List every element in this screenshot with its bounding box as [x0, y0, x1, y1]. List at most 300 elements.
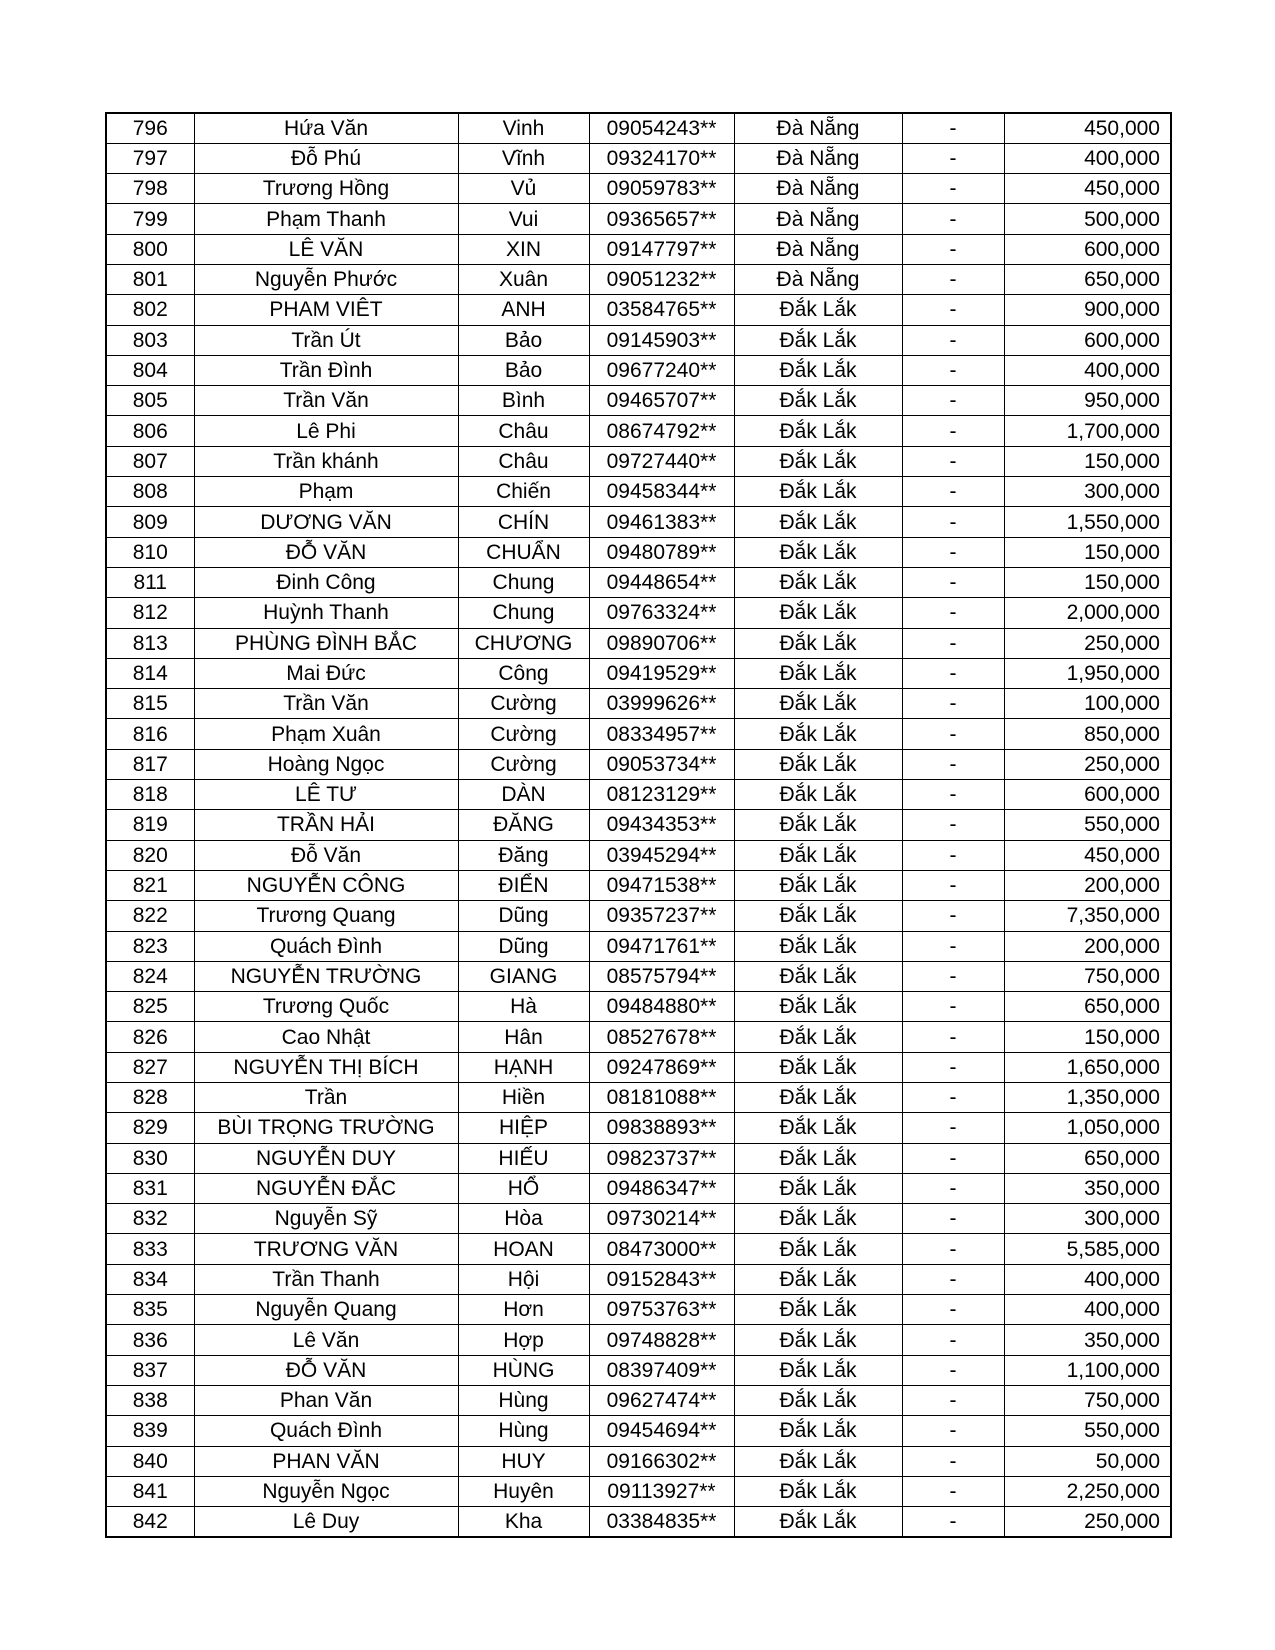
- row-number-cell: 825: [106, 992, 194, 1022]
- phone-cell: 08674792**: [589, 416, 734, 446]
- row-number-cell: 831: [106, 1173, 194, 1203]
- surname-cell: PHAM VIÊT: [194, 295, 458, 325]
- phone-cell: 09147797**: [589, 234, 734, 264]
- province-cell: Đắk Lắk: [734, 386, 902, 416]
- table-row: [106, 143, 1171, 173]
- surname-cell: NGUYỄN TRƯỜNG: [194, 961, 458, 991]
- table-row: [106, 1113, 1171, 1143]
- province-cell: Đắk Lắk: [734, 1295, 902, 1325]
- province-cell: Đắk Lắk: [734, 810, 902, 840]
- row-number-cell: 840: [106, 1446, 194, 1476]
- surname-cell: Mai Đức: [194, 658, 458, 688]
- province-cell: Đắk Lắk: [734, 1355, 902, 1385]
- table-row: [106, 598, 1171, 628]
- row-number-cell: 799: [106, 204, 194, 234]
- amount-cell: 150,000: [1004, 537, 1171, 567]
- placeholder-cell: -: [902, 537, 1004, 567]
- placeholder-cell: -: [902, 689, 1004, 719]
- given-name-cell: Hùng: [458, 1385, 589, 1415]
- amount-cell: 750,000: [1004, 961, 1171, 991]
- row-number-cell: 839: [106, 1416, 194, 1446]
- amount-cell: 1,950,000: [1004, 658, 1171, 688]
- surname-cell: LÊ VĂN: [194, 234, 458, 264]
- province-cell: Đắk Lắk: [734, 1416, 902, 1446]
- surname-cell: Cao Nhật: [194, 1022, 458, 1052]
- amount-cell: 250,000: [1004, 628, 1171, 658]
- province-cell: Đà Nẵng: [734, 113, 902, 143]
- province-cell: Đắk Lắk: [734, 1113, 902, 1143]
- province-cell: Đắk Lắk: [734, 1234, 902, 1264]
- table-row: [106, 537, 1171, 567]
- table-row: [106, 961, 1171, 991]
- given-name-cell: Hòa: [458, 1204, 589, 1234]
- phone-cell: 03999626**: [589, 689, 734, 719]
- amount-cell: 300,000: [1004, 477, 1171, 507]
- phone-cell: 09152843**: [589, 1264, 734, 1294]
- province-cell: Đắk Lắk: [734, 1325, 902, 1355]
- placeholder-cell: -: [902, 749, 1004, 779]
- surname-cell: BÙI TRỌNG TRƯỜNG: [194, 1113, 458, 1143]
- amount-cell: 400,000: [1004, 1295, 1171, 1325]
- surname-cell: Đỗ Văn: [194, 840, 458, 870]
- placeholder-cell: -: [902, 931, 1004, 961]
- amount-cell: 150,000: [1004, 567, 1171, 597]
- given-name-cell: HUY: [458, 1446, 589, 1476]
- row-number-cell: 803: [106, 325, 194, 355]
- row-number-cell: 829: [106, 1113, 194, 1143]
- province-cell: Đắk Lắk: [734, 901, 902, 931]
- given-name-cell: Xuân: [458, 264, 589, 294]
- placeholder-cell: -: [902, 810, 1004, 840]
- given-name-cell: Công: [458, 658, 589, 688]
- surname-cell: Phạm Xuân: [194, 719, 458, 749]
- phone-cell: 03584765**: [589, 295, 734, 325]
- province-cell: Đắk Lắk: [734, 749, 902, 779]
- given-name-cell: ANH: [458, 295, 589, 325]
- province-cell: Đắk Lắk: [734, 1385, 902, 1415]
- phone-cell: 09748828**: [589, 1325, 734, 1355]
- phone-cell: 09627474**: [589, 1385, 734, 1415]
- amount-cell: 850,000: [1004, 719, 1171, 749]
- placeholder-cell: -: [902, 477, 1004, 507]
- province-cell: Đắk Lắk: [734, 1052, 902, 1082]
- province-cell: Đà Nẵng: [734, 174, 902, 204]
- row-number-cell: 821: [106, 870, 194, 900]
- placeholder-cell: -: [902, 234, 1004, 264]
- province-cell: Đắk Lắk: [734, 870, 902, 900]
- given-name-cell: CHUẨN: [458, 537, 589, 567]
- surname-cell: Đinh Công: [194, 567, 458, 597]
- placeholder-cell: -: [902, 840, 1004, 870]
- surname-cell: Trương Hồng: [194, 174, 458, 204]
- amount-cell: 5,585,000: [1004, 1234, 1171, 1264]
- phone-cell: 08334957**: [589, 719, 734, 749]
- phone-cell: 09677240**: [589, 355, 734, 385]
- row-number-cell: 827: [106, 1052, 194, 1082]
- surname-cell: Lê Văn: [194, 1325, 458, 1355]
- phone-cell: 03945294**: [589, 840, 734, 870]
- phone-cell: 09053734**: [589, 749, 734, 779]
- phone-cell: 09465707**: [589, 386, 734, 416]
- phone-cell: 09324170**: [589, 143, 734, 173]
- placeholder-cell: -: [902, 719, 1004, 749]
- placeholder-cell: -: [902, 1507, 1004, 1537]
- phone-cell: 09419529**: [589, 658, 734, 688]
- table-row: [106, 113, 1171, 143]
- phone-cell: 09471761**: [589, 931, 734, 961]
- table-row: [106, 386, 1171, 416]
- phone-cell: 09890706**: [589, 628, 734, 658]
- placeholder-cell: -: [902, 1264, 1004, 1294]
- given-name-cell: Chiến: [458, 477, 589, 507]
- province-cell: Đắk Lắk: [734, 416, 902, 446]
- amount-cell: 1,100,000: [1004, 1355, 1171, 1385]
- row-number-cell: 824: [106, 961, 194, 991]
- amount-cell: 350,000: [1004, 1325, 1171, 1355]
- given-name-cell: Hùng: [458, 1416, 589, 1446]
- surname-cell: TRƯƠNG VĂN: [194, 1234, 458, 1264]
- given-name-cell: Châu: [458, 446, 589, 476]
- placeholder-cell: -: [902, 446, 1004, 476]
- table-row: [106, 1325, 1171, 1355]
- row-number-cell: 833: [106, 1234, 194, 1264]
- table-row: [106, 931, 1171, 961]
- row-number-cell: 822: [106, 901, 194, 931]
- table-row: [106, 1234, 1171, 1264]
- placeholder-cell: -: [902, 1052, 1004, 1082]
- table-body: [106, 113, 1171, 1537]
- amount-cell: 650,000: [1004, 1143, 1171, 1173]
- phone-cell: 09166302**: [589, 1446, 734, 1476]
- amount-cell: 550,000: [1004, 810, 1171, 840]
- given-name-cell: Vinh: [458, 113, 589, 143]
- given-name-cell: CHƯƠNG: [458, 628, 589, 658]
- province-cell: Đắk Lắk: [734, 598, 902, 628]
- placeholder-cell: -: [902, 992, 1004, 1022]
- table-row: [106, 355, 1171, 385]
- province-cell: Đà Nẵng: [734, 143, 902, 173]
- placeholder-cell: -: [902, 295, 1004, 325]
- amount-cell: 400,000: [1004, 1264, 1171, 1294]
- surname-cell: NGUYỄN DUY: [194, 1143, 458, 1173]
- given-name-cell: GIANG: [458, 961, 589, 991]
- row-number-cell: 808: [106, 477, 194, 507]
- surname-cell: Lê Duy: [194, 1507, 458, 1537]
- placeholder-cell: -: [902, 416, 1004, 446]
- given-name-cell: HÙNG: [458, 1355, 589, 1385]
- phone-cell: 09486347**: [589, 1173, 734, 1203]
- surname-cell: Huỳnh Thanh: [194, 598, 458, 628]
- amount-cell: 650,000: [1004, 992, 1171, 1022]
- surname-cell: Đỗ Phú: [194, 143, 458, 173]
- table-row: [106, 1052, 1171, 1082]
- phone-cell: 09763324**: [589, 598, 734, 628]
- surname-cell: Trương Quang: [194, 901, 458, 931]
- placeholder-cell: -: [902, 628, 1004, 658]
- table-row: [106, 749, 1171, 779]
- placeholder-cell: -: [902, 325, 1004, 355]
- given-name-cell: Dũng: [458, 931, 589, 961]
- surname-cell: Trương Quốc: [194, 992, 458, 1022]
- placeholder-cell: -: [902, 1113, 1004, 1143]
- surname-cell: Trần Thanh: [194, 1264, 458, 1294]
- surname-cell: ĐỖ VĂN: [194, 537, 458, 567]
- row-number-cell: 836: [106, 1325, 194, 1355]
- surname-cell: LÊ TƯ: [194, 780, 458, 810]
- given-name-cell: Hội: [458, 1264, 589, 1294]
- row-number-cell: 837: [106, 1355, 194, 1385]
- given-name-cell: Cường: [458, 749, 589, 779]
- table-row: [106, 628, 1171, 658]
- placeholder-cell: -: [902, 780, 1004, 810]
- given-name-cell: Vĩnh: [458, 143, 589, 173]
- row-number-cell: 834: [106, 1264, 194, 1294]
- given-name-cell: Dũng: [458, 901, 589, 931]
- row-number-cell: 809: [106, 507, 194, 537]
- amount-cell: 450,000: [1004, 840, 1171, 870]
- surname-cell: Trần Đình: [194, 355, 458, 385]
- surname-cell: Trần: [194, 1083, 458, 1113]
- province-cell: Đắk Lắk: [734, 567, 902, 597]
- row-number-cell: 830: [106, 1143, 194, 1173]
- table-row: [106, 840, 1171, 870]
- phone-cell: 09461383**: [589, 507, 734, 537]
- surname-cell: Trần Út: [194, 325, 458, 355]
- given-name-cell: Cường: [458, 719, 589, 749]
- surname-cell: Nguyễn Quang: [194, 1295, 458, 1325]
- province-cell: Đắk Lắk: [734, 537, 902, 567]
- surname-cell: Nguyễn Sỹ: [194, 1204, 458, 1234]
- surname-cell: Phạm: [194, 477, 458, 507]
- placeholder-cell: -: [902, 901, 1004, 931]
- table-row: [106, 295, 1171, 325]
- given-name-cell: DÀN: [458, 780, 589, 810]
- row-number-cell: 823: [106, 931, 194, 961]
- amount-cell: 600,000: [1004, 325, 1171, 355]
- phone-cell: 08527678**: [589, 1022, 734, 1052]
- placeholder-cell: -: [902, 1476, 1004, 1506]
- table-row: [106, 719, 1171, 749]
- given-name-cell: Châu: [458, 416, 589, 446]
- amount-cell: 200,000: [1004, 931, 1171, 961]
- phone-cell: 09365657**: [589, 204, 734, 234]
- amount-cell: 1,650,000: [1004, 1052, 1171, 1082]
- province-cell: Đắk Lắk: [734, 689, 902, 719]
- phone-cell: 08575794**: [589, 961, 734, 991]
- phone-cell: 09434353**: [589, 810, 734, 840]
- amount-cell: 200,000: [1004, 870, 1171, 900]
- row-number-cell: 838: [106, 1385, 194, 1415]
- table-row: [106, 810, 1171, 840]
- phone-cell: 08123129**: [589, 780, 734, 810]
- amount-cell: 1,350,000: [1004, 1083, 1171, 1113]
- phone-cell: 08397409**: [589, 1355, 734, 1385]
- province-cell: Đắk Lắk: [734, 658, 902, 688]
- given-name-cell: ĐIỂN: [458, 870, 589, 900]
- amount-cell: 900,000: [1004, 295, 1171, 325]
- table-row: [106, 992, 1171, 1022]
- phone-cell: 09054243**: [589, 113, 734, 143]
- row-number-cell: 826: [106, 1022, 194, 1052]
- province-cell: Đà Nẵng: [734, 204, 902, 234]
- amount-cell: 100,000: [1004, 689, 1171, 719]
- surname-cell: ĐỖ VĂN: [194, 1355, 458, 1385]
- placeholder-cell: -: [902, 507, 1004, 537]
- phone-cell: 09727440**: [589, 446, 734, 476]
- surname-cell: NGUYỄN CÔNG: [194, 870, 458, 900]
- placeholder-cell: -: [902, 870, 1004, 900]
- amount-cell: 950,000: [1004, 386, 1171, 416]
- amount-cell: 2,000,000: [1004, 598, 1171, 628]
- given-name-cell: Huyên: [458, 1476, 589, 1506]
- placeholder-cell: -: [902, 1355, 1004, 1385]
- placeholder-cell: -: [902, 1295, 1004, 1325]
- row-number-cell: 817: [106, 749, 194, 779]
- placeholder-cell: -: [902, 1022, 1004, 1052]
- phone-cell: 09480789**: [589, 537, 734, 567]
- given-name-cell: Vủ: [458, 174, 589, 204]
- table-row: [106, 1022, 1171, 1052]
- given-name-cell: HOAN: [458, 1234, 589, 1264]
- surname-cell: Phan Văn: [194, 1385, 458, 1415]
- given-name-cell: Hà: [458, 992, 589, 1022]
- placeholder-cell: -: [902, 1325, 1004, 1355]
- amount-cell: 7,350,000: [1004, 901, 1171, 931]
- placeholder-cell: -: [902, 658, 1004, 688]
- surname-cell: Trần khánh: [194, 446, 458, 476]
- table-row: [106, 1295, 1171, 1325]
- province-cell: Đắk Lắk: [734, 325, 902, 355]
- row-number-cell: 797: [106, 143, 194, 173]
- table-row: [106, 174, 1171, 204]
- row-number-cell: 798: [106, 174, 194, 204]
- given-name-cell: Hiền: [458, 1083, 589, 1113]
- phone-cell: 03384835**: [589, 1507, 734, 1537]
- row-number-cell: 802: [106, 295, 194, 325]
- province-cell: Đắk Lắk: [734, 719, 902, 749]
- table-row: [106, 1385, 1171, 1415]
- donor-table: [105, 112, 1172, 1538]
- row-number-cell: 835: [106, 1295, 194, 1325]
- given-name-cell: HIỆP: [458, 1113, 589, 1143]
- table-row: [106, 780, 1171, 810]
- row-number-cell: 801: [106, 264, 194, 294]
- row-number-cell: 804: [106, 355, 194, 385]
- surname-cell: TRẦN HẢI: [194, 810, 458, 840]
- table-row: [106, 1264, 1171, 1294]
- amount-cell: 250,000: [1004, 1507, 1171, 1537]
- row-number-cell: 841: [106, 1476, 194, 1506]
- province-cell: Đắk Lắk: [734, 992, 902, 1022]
- province-cell: Đắk Lắk: [734, 1173, 902, 1203]
- table-row: [106, 1355, 1171, 1385]
- surname-cell: Nguyễn Phước: [194, 264, 458, 294]
- table-row: [106, 1204, 1171, 1234]
- placeholder-cell: -: [902, 174, 1004, 204]
- table-row: [106, 204, 1171, 234]
- amount-cell: 150,000: [1004, 446, 1171, 476]
- amount-cell: 600,000: [1004, 780, 1171, 810]
- phone-cell: 09448654**: [589, 567, 734, 597]
- amount-cell: 750,000: [1004, 1385, 1171, 1415]
- placeholder-cell: -: [902, 1234, 1004, 1264]
- phone-cell: 09059783**: [589, 174, 734, 204]
- province-cell: Đắk Lắk: [734, 1507, 902, 1537]
- row-number-cell: 816: [106, 719, 194, 749]
- phone-cell: 09051232**: [589, 264, 734, 294]
- phone-cell: 08181088**: [589, 1083, 734, 1113]
- surname-cell: Quách Đình: [194, 931, 458, 961]
- given-name-cell: HIẾU: [458, 1143, 589, 1173]
- amount-cell: 250,000: [1004, 749, 1171, 779]
- table-row: [106, 901, 1171, 931]
- province-cell: Đà Nẵng: [734, 234, 902, 264]
- surname-cell: Hoàng Ngọc: [194, 749, 458, 779]
- given-name-cell: Bảo: [458, 325, 589, 355]
- given-name-cell: Vui: [458, 204, 589, 234]
- province-cell: Đắk Lắk: [734, 477, 902, 507]
- table-row: [106, 689, 1171, 719]
- province-cell: Đắk Lắk: [734, 446, 902, 476]
- table-row: [106, 1143, 1171, 1173]
- phone-cell: 09753763**: [589, 1295, 734, 1325]
- placeholder-cell: -: [902, 204, 1004, 234]
- phone-cell: 09458344**: [589, 477, 734, 507]
- phone-cell: 09730214**: [589, 1204, 734, 1234]
- surname-cell: PHÙNG ĐÌNH BẮC: [194, 628, 458, 658]
- province-cell: Đắk Lắk: [734, 507, 902, 537]
- amount-cell: 300,000: [1004, 1204, 1171, 1234]
- amount-cell: 500,000: [1004, 204, 1171, 234]
- table-row: [106, 264, 1171, 294]
- given-name-cell: Hân: [458, 1022, 589, 1052]
- table-row: [106, 1507, 1171, 1537]
- province-cell: Đắk Lắk: [734, 1022, 902, 1052]
- placeholder-cell: -: [902, 264, 1004, 294]
- surname-cell: Hứa Văn: [194, 113, 458, 143]
- placeholder-cell: -: [902, 1143, 1004, 1173]
- table-row: [106, 507, 1171, 537]
- province-cell: Đắk Lắk: [734, 780, 902, 810]
- province-cell: Đắk Lắk: [734, 840, 902, 870]
- placeholder-cell: -: [902, 1446, 1004, 1476]
- given-name-cell: ĐĂNG: [458, 810, 589, 840]
- province-cell: Đắk Lắk: [734, 628, 902, 658]
- province-cell: Đắk Lắk: [734, 1143, 902, 1173]
- amount-cell: 400,000: [1004, 355, 1171, 385]
- phone-cell: 09113927**: [589, 1476, 734, 1506]
- amount-cell: 1,050,000: [1004, 1113, 1171, 1143]
- row-number-cell: 819: [106, 810, 194, 840]
- amount-cell: 400,000: [1004, 143, 1171, 173]
- surname-cell: DƯƠNG VĂN: [194, 507, 458, 537]
- placeholder-cell: -: [902, 113, 1004, 143]
- row-number-cell: 815: [106, 689, 194, 719]
- province-cell: Đắk Lắk: [734, 961, 902, 991]
- row-number-cell: 818: [106, 780, 194, 810]
- amount-cell: 550,000: [1004, 1416, 1171, 1446]
- table-row: [106, 446, 1171, 476]
- placeholder-cell: -: [902, 567, 1004, 597]
- given-name-cell: CHÍN: [458, 507, 589, 537]
- phone-cell: 09838893**: [589, 1113, 734, 1143]
- surname-cell: NGUYỄN ĐẮC: [194, 1173, 458, 1203]
- table-row: [106, 658, 1171, 688]
- amount-cell: 450,000: [1004, 113, 1171, 143]
- phone-cell: 08473000**: [589, 1234, 734, 1264]
- given-name-cell: Đăng: [458, 840, 589, 870]
- placeholder-cell: -: [902, 386, 1004, 416]
